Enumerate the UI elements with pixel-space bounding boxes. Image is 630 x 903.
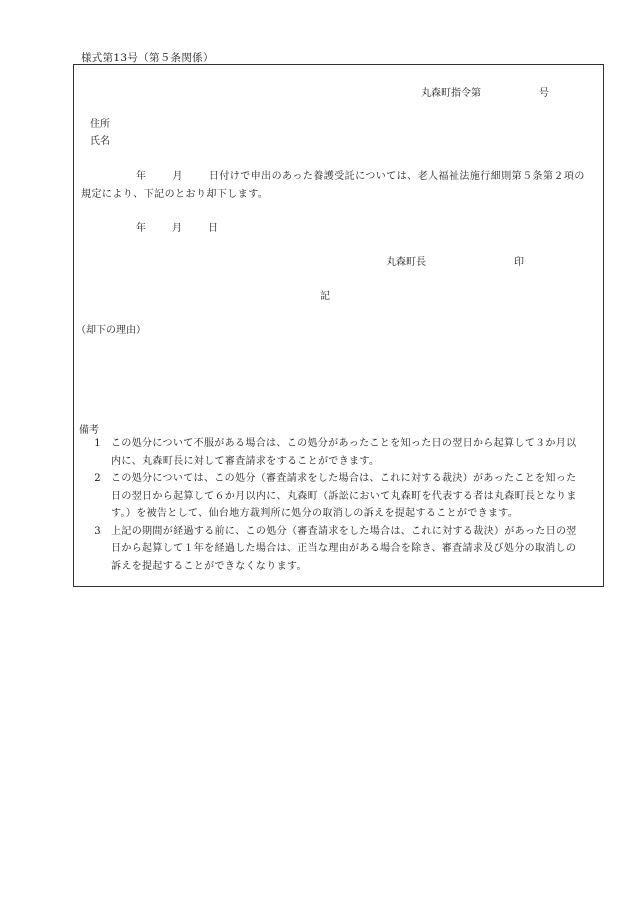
name-label: 氏名 [90, 136, 110, 147]
remark-item [74, 523, 586, 576]
remark-number: 1 [94, 438, 101, 449]
body-month: 月 [172, 171, 183, 182]
issuer-title: 丸森町長 [386, 257, 426, 268]
remark-number: 3 [94, 525, 101, 537]
issue-date [136, 219, 218, 234]
document-frame [73, 64, 604, 587]
remark-text: 上記の期間が経過する前に、この処分（審査請求をした場合は、これに対する裁決）があった日の翌日から起算して１年を経過した場合は、正当な理由がある場合を除き、審査請求及び処分の取消しの訴えを提起することができなくなります。 [111, 525, 577, 572]
issue-month: 月 [172, 223, 182, 234]
remark-text: この処分については、この処分（審査請求をした場合は、これに対する裁決）があったことを知った日の翌日から起算して６か月以内に、丸森町（訴訟において丸森町を代表する者は丸森町長となります。）を被告として、仙台地方裁判所に処分の取消しの訴えを提起することができます。 [111, 473, 577, 519]
remark-item [74, 470, 586, 523]
issuer [386, 253, 524, 268]
doc-number-prefix: 丸森町指令第 [421, 88, 481, 99]
body-text [81, 168, 592, 204]
rejection-reason-label: （却下の理由） [76, 325, 146, 336]
body-year: 年 [136, 171, 147, 182]
seal-mark: 印 [514, 257, 524, 268]
remarks-list [74, 435, 586, 575]
ki-heading: 記 [320, 291, 330, 302]
remark-item [74, 435, 586, 470]
doc-number-suffix: 号 [539, 88, 549, 99]
body-text-content: 日付けで申出のあった養護受託については、老人福祉法施行細則第５条第２項の規定により、下記のとおり却下します。 [81, 171, 585, 200]
remark-number: 2 [94, 473, 101, 484]
address-label: 住所 [90, 119, 110, 130]
issue-day: 日 [208, 223, 218, 234]
issue-year: 年 [136, 223, 146, 234]
remark-text: この処分について不服がある場合は、この処分があったことを知った日の翌日から起算して３か月以内に、丸森町長に対して審査請求をすることができます。 [111, 438, 577, 467]
form-label: 様式第13号（第５条関係） [81, 52, 214, 64]
document-number [421, 84, 549, 99]
remarks-title: 備考 [79, 425, 99, 436]
